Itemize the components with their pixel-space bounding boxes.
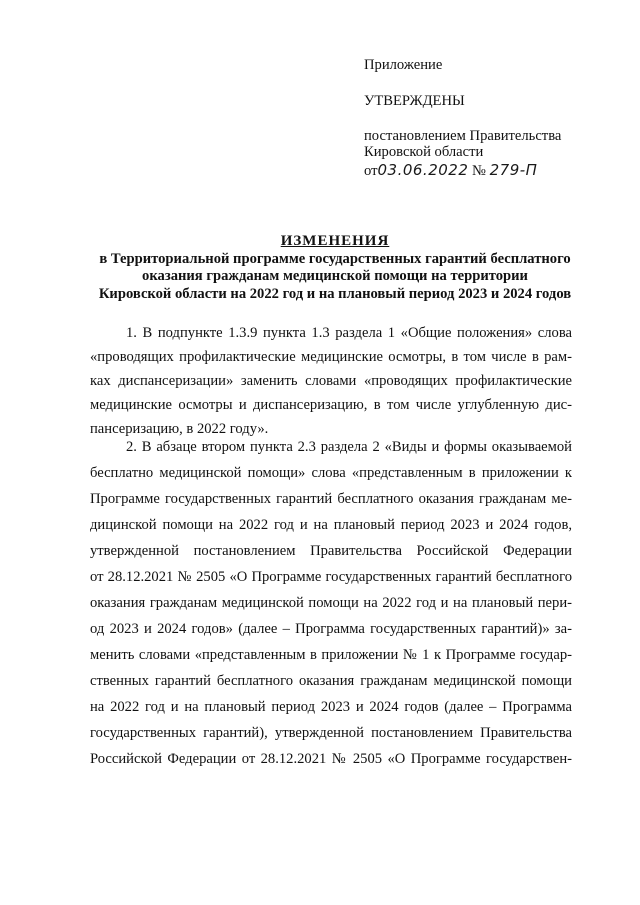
paragraph-line: бесплатно медицинской помощи» слова «представленным в приложении к	[90, 465, 572, 481]
title-heading: ИЗМЕНЕНИЯ	[280, 233, 390, 249]
paragraph-line: Российской Федерации от 28.12.2021 № 2505 «О Программе государствен-	[90, 751, 572, 767]
paragraph-line: ках диспансеризации» заменить словами «проводящих профилактические	[90, 373, 572, 389]
paragraph-line: оказания гражданам медицинской помощи на 2022 год и на плановый пери-	[90, 595, 572, 611]
paragraph-line: од 2023 и 2024 годов» (далее – Программа государственных гарантий)» за-	[90, 621, 572, 637]
approved-label: УТВЕРЖДЕНЫ	[364, 93, 465, 109]
paragraph-line: от 28.12.2021 № 2505 «О Программе государственных гарантий бесплатного	[90, 569, 572, 585]
title-line-2: оказания гражданам медицинской помощи на территории	[142, 268, 528, 284]
paragraph-line: на 2022 год и на плановый период 2023 и 2024 годов (далее – Программа	[90, 699, 572, 715]
document-title	[70, 233, 600, 303]
paragraph-line: 2. В абзаце втором пункта 2.3 раздела 2 «Виды и формы оказываемой	[126, 439, 572, 455]
paragraph-line: пансеризацию, в 2022 году».	[90, 421, 269, 437]
paragraph-line: ственных гарантий бесплатного оказания гражданам медицинской помощи	[90, 673, 572, 689]
paragraph-line: дицинской помощи на 2022 год и на плановый период 2023 и 2024 годов,	[90, 517, 572, 533]
title-line-1: в Территориальной программе государственных гарантий бесплатного	[99, 250, 571, 267]
date-prefix: от	[364, 163, 378, 179]
paragraph-line: менить словами «представленным в приложении № 1 к Программе государ-	[90, 647, 572, 663]
paragraph-line: медицинские осмотры и диспансеризацию, в том числе углубленную дис-	[90, 397, 572, 413]
paragraph-line: государственных гарантий), утвержденной постановлением Правительства	[90, 725, 572, 741]
title-line-3: Кировской области на 2022 год и на плановый период 2023 и 2024 годов	[98, 285, 572, 302]
handwritten-number: 279-П	[489, 161, 538, 179]
number-prefix: №	[472, 163, 486, 179]
paragraph-line: утвержденной постановлением Правительства Российской Федерации	[90, 543, 572, 559]
paragraph-line: 1. В подпункте 1.3.9 пункта 1.3 раздела 1 «Общие положения» слова	[126, 325, 572, 341]
decree-date-line	[364, 161, 537, 180]
paragraph-line: Программе государственных гарантий бесплатного оказания гражданам ме-	[90, 491, 572, 507]
paragraph-line: «проводящих профилактические медицинские осмотры, в том числе в рам-	[90, 349, 572, 365]
decree-line-2: Кировской области	[364, 144, 484, 160]
handwritten-date: 03.06.2022	[377, 161, 469, 179]
appendix-label: Приложение	[364, 57, 443, 73]
decree-line-1: постановлением Правительства	[364, 128, 562, 144]
